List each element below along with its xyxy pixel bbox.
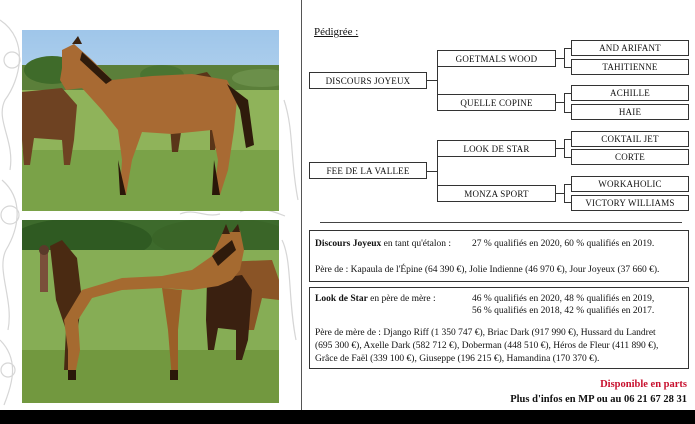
stallion-progeny: Père de : Kapaula de l'Épine (64 390 €), Jolie Indienne (46 970 €), Jour Joyeux (37 660 €). xyxy=(315,265,660,275)
dam-sire-progeny-line2: (695 300 €), Axelle Dark (582 712 €), Doberman (448 510 €), Héros de Fleur (411 890 €), xyxy=(315,341,659,351)
stallion-role: en tant qu'étalon : xyxy=(381,239,452,249)
connector xyxy=(564,139,571,140)
pedigree-ancestor: WORKAHOLIC xyxy=(571,176,689,192)
dam-sire-progeny-line1: Père de mère de : Django Riff (1 350 747 €), Briac Dark (917 990 €), Hussard du Landret xyxy=(315,328,656,338)
pedigree-ancestor: AND ARIFANT xyxy=(571,40,689,56)
pedigree-title: Pédigrée : xyxy=(314,26,359,38)
stallion-heading xyxy=(315,238,451,250)
horse-photo-top xyxy=(22,30,279,211)
connector xyxy=(564,157,571,158)
horse-photo-bottom xyxy=(22,220,279,403)
stallion-info-box xyxy=(309,230,689,282)
pedigree-ancestor: TAHITIENNE xyxy=(571,59,689,75)
pedigree-ancestor: COKTAIL JET xyxy=(571,131,689,147)
pedigree-sire-sire: GOETMALS WOOD xyxy=(437,50,556,67)
section-separator xyxy=(320,222,682,223)
contact-text: Plus d'infos en MP ou au 06 21 67 28 31 xyxy=(510,394,687,405)
stallion-stats: 27 % qualifiés en 2020, 60 % qualifiés en 2019. xyxy=(472,239,655,249)
connector xyxy=(564,184,571,185)
dam-sire-role: en père de mère : xyxy=(367,294,436,304)
dam-sire-stats-line1: 46 % qualifiés en 2020, 48 % qualifiés en 2019, xyxy=(472,294,655,304)
connector xyxy=(564,112,571,113)
pedigree-ancestor: ACHILLE xyxy=(571,85,689,101)
dam-sire-progeny-line3: Grâce de Faël (339 100 €), Giuseppe (196 215 €), Hamandina (170 370 €). xyxy=(315,354,600,364)
bottom-bar xyxy=(0,410,695,424)
dam-sire-info-box xyxy=(309,287,689,369)
vertical-divider xyxy=(301,0,302,410)
pedigree-sire: DISCOURS JOYEUX xyxy=(309,72,427,89)
pedigree-ancestor: CORTE xyxy=(571,149,689,165)
connector xyxy=(564,48,571,49)
connector xyxy=(564,93,571,94)
connector xyxy=(556,102,564,103)
connector xyxy=(564,202,571,203)
connector xyxy=(564,139,565,158)
connector xyxy=(564,67,571,68)
pedigree-dam: FEE DE LA VALLEE xyxy=(309,162,427,179)
stallion-name: Discours Joyeux xyxy=(315,239,382,249)
availability-text: Disponible en parts xyxy=(600,379,687,390)
pedigree-sire-dam: QUELLE COPINE xyxy=(437,94,556,111)
connector xyxy=(556,148,564,149)
pedigree-ancestor: HAIE xyxy=(571,104,689,120)
pedigree-ancestor: VICTORY WILLIAMS xyxy=(571,195,689,211)
connector xyxy=(556,193,564,194)
connector xyxy=(564,93,565,113)
connector xyxy=(564,48,565,68)
connector xyxy=(564,184,565,203)
dam-sire-heading xyxy=(315,293,436,305)
pedigree-dam-dam: MONZA SPORT xyxy=(437,185,556,202)
dam-sire-name: Look de Star xyxy=(315,294,368,304)
connector xyxy=(556,58,564,59)
dam-sire-stats-line2: 56 % qualifiés en 2018, 42 % qualifiés en 2017. xyxy=(472,306,655,316)
pedigree-dam-sire: LOOK DE STAR xyxy=(437,140,556,157)
connector xyxy=(427,171,437,172)
connector xyxy=(427,80,437,81)
